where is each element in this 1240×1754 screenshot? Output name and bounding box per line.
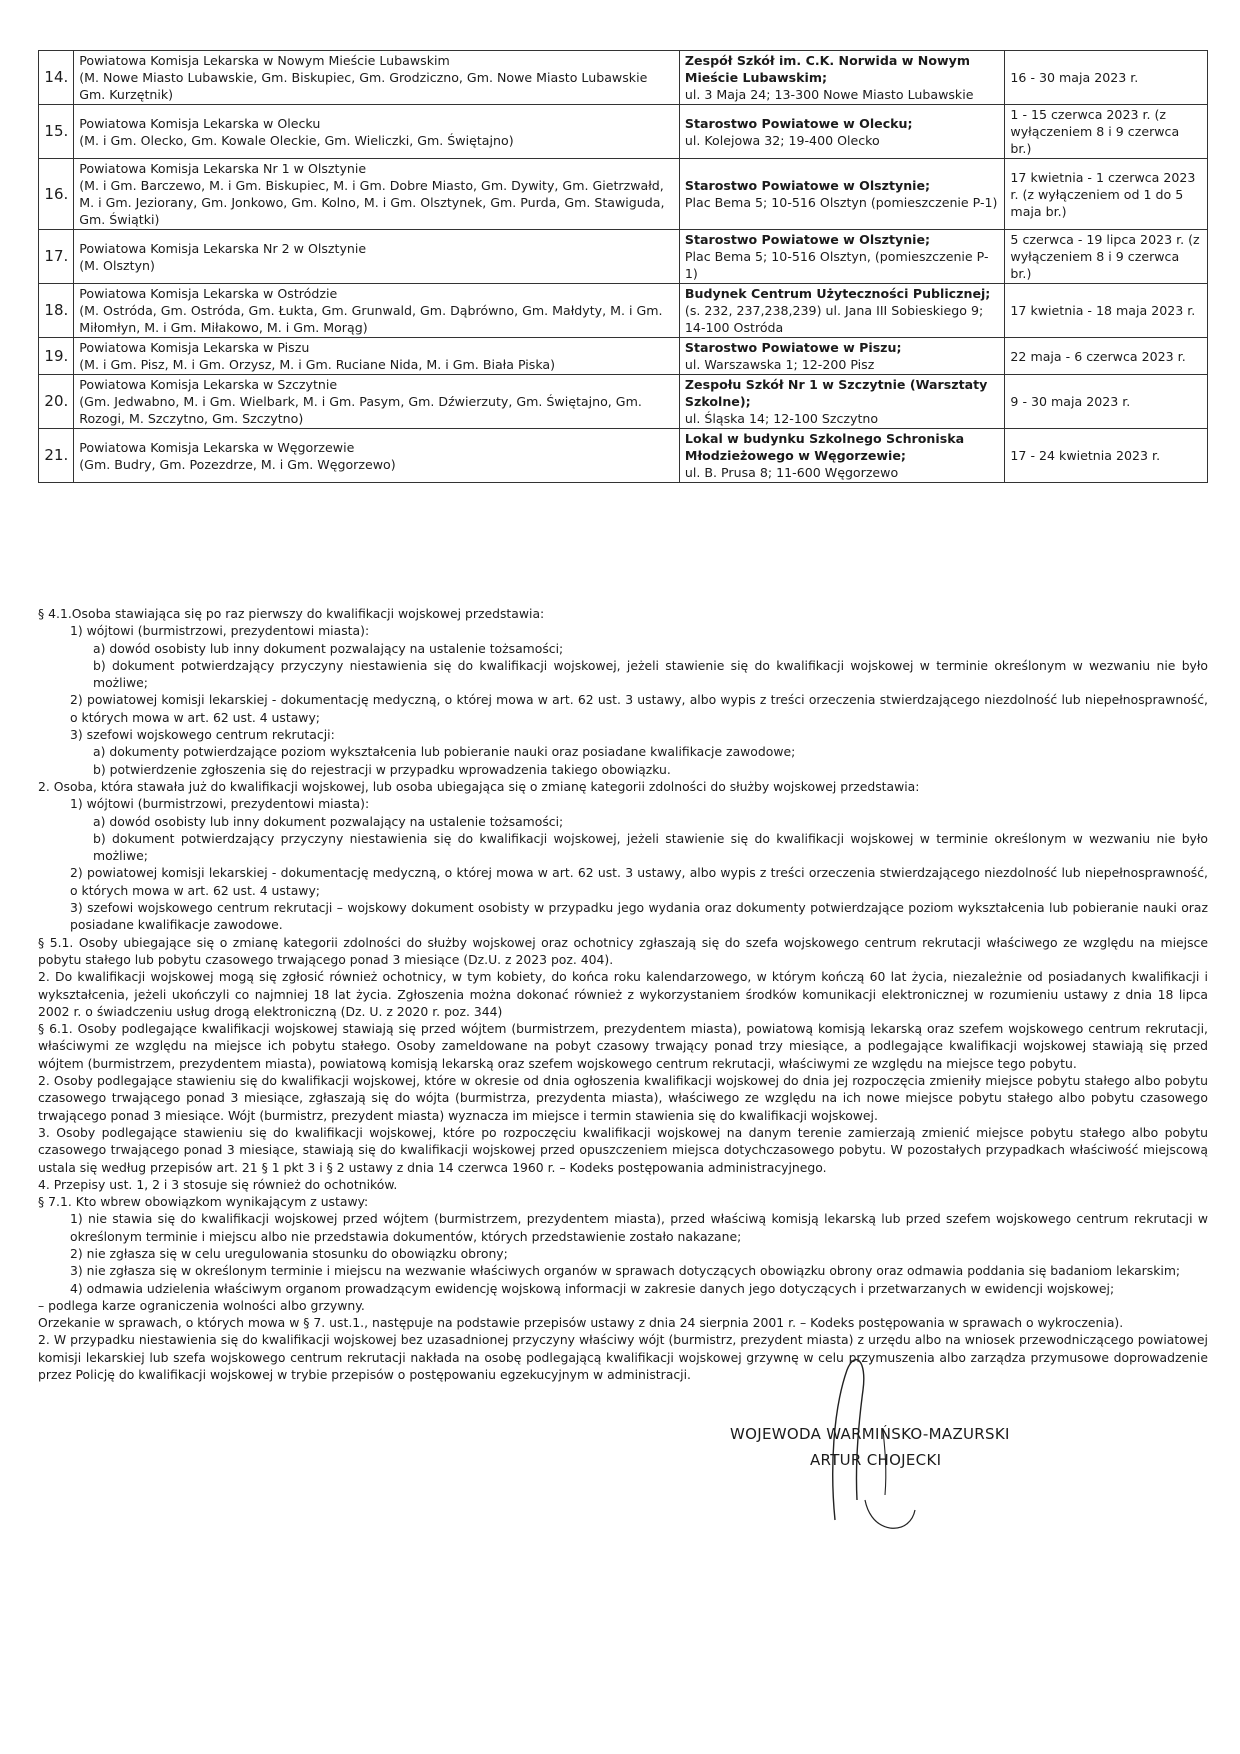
commission-area: (M. i Gm. Barczewo, M. i Gm. Biskupiec, M. i Gm. Dobre Miasto, Gm. Dywity, Gm. Gietrzwałd, M. i Gm. Jeziorany, Gm. Jonkowo, Gm. Kolno, M. i Gm. Olsztynek, Gm. Purda, Gm. Stawiguda, Gm. Świątki) xyxy=(79,178,665,227)
commission-cell xyxy=(74,429,680,483)
table-row xyxy=(39,375,1208,429)
signatory-title: WOJEWODA WARMIŃSKO-MAZURSKI xyxy=(730,1425,1010,1443)
paragraph: b) potwierdzenie zgłoszenia się do rejestracji w przypadku wprowadzenia takiego obowiązku. xyxy=(93,761,671,777)
location-cell xyxy=(679,51,1005,105)
table-row xyxy=(39,159,1208,230)
signature-block xyxy=(700,1425,1130,1565)
commission-name: Powiatowa Komisja Lekarska Nr 1 w Olsztynie xyxy=(79,161,367,176)
location-address: (s. 232, 237,238,239) ul. Jana III Sobieskiego 9; 14-100 Ostróda xyxy=(684,303,984,335)
row-number: 14. xyxy=(39,51,74,105)
paragraph: b) dokument potwierdzający przyczyny niestawienia się do kwalifikacji wojskowej, jeżeli stawienie się do kwalifikacji wojskowej w terminie określonym w wezwaniu nie było możliwe; xyxy=(93,830,1208,864)
term-cell: 1 - 15 czerwca 2023 r. (z wyłączeniem 8 i 9 czerwca br.) xyxy=(1005,105,1208,159)
commission-area: (Gm. Jedwabno, M. i Gm. Wielbark, M. i Gm. Pasym, Gm. Dźwierzuty, Gm. Świętajno, Gm. Rozogi, M. Szczytno, Gm. Szczytno) xyxy=(79,394,642,426)
paragraph: b) dokument potwierdzający przyczyny niestawienia się do kwalifikacji wojskowej, jeżeli stawienie się do kwalifikacji wojskowej w terminie określonym w wezwaniu nie było możliwe; xyxy=(93,657,1208,691)
paragraph: § 7.1. Kto wbrew obowiązkom wynikającym z ustawy: xyxy=(38,1194,369,1210)
location-name: Starostwo Powiatowe w Olsztynie; xyxy=(684,178,931,193)
paragraph: 3) szefowi wojskowego centrum rekrutacji: xyxy=(70,727,335,743)
commission-area: (M. i Gm. Olecko, Gm. Kowale Oleckie, Gm. Wieliczki, Gm. Świętajno) xyxy=(79,132,514,148)
location-cell xyxy=(679,429,1005,483)
paragraph: 2) nie zgłasza się w celu uregulowania stosunku do obowiązku obrony; xyxy=(70,1245,508,1261)
paragraph: 3. Osoby podlegające stawieniu się do kwalifikacji wojskowej, które po rozpoczęciu kwalifikacji wojskowej na danym terenie zamierzają zmienić miejsce pobytu stałego albo pobytu czasowego trwającego ponad 3 miesiące, stawiają się do kwalifikacji wojskowej przed opuszczeniem miejsca dotychczasowego pobytu. W pozostałych przypadkach właściwość miejscową ustala się według przepisów art. 21 § 1 pkt 3 i § 2 ustawy z dnia 14 czerwca 1960 r. – Kodeks postępowania administracyjnego. xyxy=(38,1124,1208,1175)
table-row xyxy=(39,338,1208,375)
commission-area: (M. Ostróda, Gm. Ostróda, Gm. Łukta, Gm. Grunwald, Gm. Dąbrówno, Gm. Małdyty, M. i Gm. Miłomłyn, M. i Gm. Miłakowo, M. i Gm. Morąg) xyxy=(79,303,663,335)
commission-cell xyxy=(74,284,680,338)
location-address: ul. Śląska 14; 12-100 Szczytno xyxy=(684,411,879,426)
paragraph: Orzekanie w sprawach, o których mowa w § 7. ust.1., następuje na podstawie przepisów ustawy z dnia 24 sierpnia 2001 r. – Kodeks postępowania w sprawach o wykroczenia). xyxy=(38,1315,1124,1331)
location-address: Plac Bema 5; 10-516 Olsztyn, (pomieszczenie P-1) xyxy=(684,249,989,281)
row-number: 19. xyxy=(39,338,74,375)
location-name: Lokal w budynku Szkolnego Schroniska Młodzieżowego w Węgorzewie; xyxy=(684,431,965,463)
commission-cell xyxy=(74,375,680,429)
table-row xyxy=(39,51,1208,105)
location-cell xyxy=(679,284,1005,338)
location-address: ul. 3 Maja 24; 13-300 Nowe Miasto Lubawskie xyxy=(684,87,974,102)
location-cell xyxy=(679,338,1005,375)
term-cell: 9 - 30 maja 2023 r. xyxy=(1005,375,1208,429)
commission-name: Powiatowa Komisja Lekarska w Węgorzewie xyxy=(79,439,355,455)
location-name: Starostwo Powiatowe w Olsztynie; xyxy=(684,232,931,247)
paragraph: – podlega karze ograniczenia wolności albo grzywny. xyxy=(38,1297,365,1313)
commission-name: Powiatowa Komisja Lekarska w Piszu xyxy=(79,340,310,355)
row-number: 21. xyxy=(39,429,74,483)
paragraph: 1) wójtowi (burmistrzowi, prezydentowi miasta): xyxy=(70,796,370,812)
row-number: 15. xyxy=(39,105,74,159)
location-name: Starostwo Powiatowe w Olecku; xyxy=(684,115,913,131)
paragraph: 2. Osoba, która stawała już do kwalifikacji wojskowej, lub osoba ubiegająca się o zmianę kategorii zdolności do służby wojskowej przedstawia: xyxy=(38,778,920,794)
paragraph: § 4.1.Osoba stawiająca się po raz pierwszy do kwalifikacji wojskowej przedstawia: xyxy=(38,606,545,621)
term-cell: 17 kwietnia - 18 maja 2023 r. xyxy=(1005,284,1208,338)
location-cell xyxy=(679,230,1005,284)
table-row xyxy=(39,429,1208,483)
location-cell xyxy=(679,159,1005,230)
row-number: 20. xyxy=(39,375,74,429)
paragraph: a) dokumenty potwierdzające poziom wykształcenia lub pobieranie nauki oraz posiadane kwalifikacje zawodowe; xyxy=(93,744,796,760)
row-number: 16. xyxy=(39,159,74,230)
paragraph: 4) odmawia udzielenia właściwym organom prowadzącym ewidencję wojskową informacji w zakresie danych jego dotyczących i przetwarzanych w ewidencji wojskowej; xyxy=(70,1280,1115,1296)
commission-area: (M. i Gm. Pisz, M. i Gm. Orzysz, M. i Gm. Ruciane Nida, M. i Gm. Biała Piska) xyxy=(79,357,556,372)
commission-name: Powiatowa Komisja Lekarska w Szczytnie xyxy=(79,377,338,392)
commission-cell xyxy=(74,230,680,284)
commission-name: Powiatowa Komisja Lekarska w Ostródzie xyxy=(79,286,338,301)
paragraph: 3) szefowi wojskowego centrum rekrutacji – wojskowy dokument osobisty w przypadku jego wydania oraz dokumenty potwierdzające poziom wykształcenia lub pobieranie nauki oraz posiadane kwalifikacje zawodowe. xyxy=(70,900,1208,933)
table-row xyxy=(39,230,1208,284)
term-cell: 16 - 30 maja 2023 r. xyxy=(1005,51,1208,105)
location-address: ul. Warszawska 1; 12-200 Pisz xyxy=(684,357,875,372)
location-name: Starostwo Powiatowe w Piszu; xyxy=(684,340,902,355)
commission-name: Powiatowa Komisja Lekarska w Olecku xyxy=(79,115,321,131)
location-address: ul. Kolejowa 32; 19-400 Olecko xyxy=(684,132,880,148)
commission-area: (M. Nowe Miasto Lubawskie, Gm. Biskupiec, Gm. Grodziczno, Gm. Nowe Miasto Lubawskie Gm. Kurzętnik) xyxy=(79,70,648,102)
location-address: Plac Bema 5; 10-516 Olsztyn (pomieszczenie P-1) xyxy=(684,195,998,210)
table-row xyxy=(39,105,1208,159)
term-cell: 5 czerwca - 19 lipca 2023 r. (z wyłączeniem 8 i 9 czerwca br.) xyxy=(1005,230,1208,284)
paragraph: 1) nie stawia się do kwalifikacji wojskowej przed wójtem (burmistrzem, prezydentem miasta), przed właściwą komisją lekarską lub przed szefem wojskowego centrum rekrutacji w określonym terminie i miejscu albo nie przedstawia dokumentów, których przedstawienie zostało nakazane; xyxy=(70,1211,1208,1244)
row-number: 17. xyxy=(39,230,74,284)
location-name: Budynek Centrum Użyteczności Publicznej; xyxy=(684,286,991,301)
commission-cell xyxy=(74,159,680,230)
paragraph: 2. W przypadku niestawienia się do kwalifikacji wojskowej bez uzasadnionej przyczyny właściwy wójt (burmistrz, prezydent miasta) z urzędu albo na wniosek przewodniczącego powiatowej komisji lekarskiej lub szefa wojskowego centrum rekrutacji nakłada na osobę podlegającą kwalifikacji wojskowej grzywnę w celu przymuszenia albo zarządza przymusowe doprowadzenie przez Policję do kwalifikacji wojskowej w trybie przepisów o postępowaniu egzekucyjnym w administracji. xyxy=(38,1332,1208,1383)
paragraph: § 5.1. Osoby ubiegające się o zmianę kategorii zdolności do służby wojskowej oraz ochotnicy zgłaszają się do szefa wojskowego centrum rekrutacji właściwego ze względu na miejsce pobytu stałego lub pobytu czasowego trwającego ponad 3 miesiące (Dz.U. z 2023 poz. 404). xyxy=(38,934,1208,967)
paragraph: 1) wójtowi (burmistrzowi, prezydentowi miasta): xyxy=(70,623,370,639)
location-name: Zespołu Szkół Nr 1 w Szczytnie (Warsztaty Szkolne); xyxy=(684,377,988,409)
paragraph: a) dowód osobisty lub inny dokument pozwalający na ustalenie tożsamości; xyxy=(93,813,564,829)
table-row xyxy=(39,284,1208,338)
location-cell xyxy=(679,105,1005,159)
commission-cell xyxy=(74,105,680,159)
paragraph: 2) powiatowej komisji lekarskiej - dokumentację medyczną, o której mowa w art. 62 ust. 3 ustawy, albo wypis z treści orzeczenia stwierdzającego niezdolność lub niepełnosprawność, o których mowa w art. 62 ust. 4 ustawy; xyxy=(70,865,1208,898)
paragraph: 2. Do kwalifikacji wojskowej mogą się zgłosić również ochotnicy, w tym kobiety, do końca roku kalendarzowego, w którym kończą 60 lat życia, niezależnie od posiadanych kwalifikacji i wykształcenia, jeżeli ukończyli co najmniej 18 lat życia. Zgłoszenia można dokonać również z wykorzystaniem środków komunikacji elektronicznej w rozumieniu ustawy z dnia 18 lipca 2002 r. o świadczeniu usług drogą elektroniczną (Dz. U. z 2020 r. poz. 344) xyxy=(38,969,1208,1019)
location-address: ul. B. Prusa 8; 11-600 Węgorzewo xyxy=(684,465,899,480)
signatory-name: ARTUR CHOJECKI xyxy=(810,1451,942,1469)
legal-provisions xyxy=(38,605,1208,1383)
paragraph: a) dowód osobisty lub inny dokument pozwalający na ustalenie tożsamości; xyxy=(93,640,564,656)
commission-name: Powiatowa Komisja Lekarska w Nowym Mieście Lubawskim xyxy=(79,53,450,68)
paragraph: 2. Osoby podlegające stawieniu się do kwalifikacji wojskowej, które w okresie od dnia ogłoszenia kwalifikacji wojskowej do dnia jej rozpoczęcia zmieniły miejsce pobytu stałego albo pobytu czasowego trwającego ponad 3 miesiące, zgłaszają się do wójta (burmistrza, prezydenta miasta), właściwego ze względu na ich nowe miejsce pobytu stałego albo pobytu czasowego trwającego ponad 3 miesiące. Wójt (burmistrz, prezydent miasta) wyznacza im miejsce i termin stawienia się do kwalifikacji wojskowej. xyxy=(38,1073,1208,1123)
commission-area: (M. Olsztyn) xyxy=(79,257,155,273)
commission-cell xyxy=(74,51,680,105)
term-cell: 17 - 24 kwietnia 2023 r. xyxy=(1005,429,1208,483)
handwritten-signature xyxy=(795,1350,955,1550)
row-number: 18. xyxy=(39,284,74,338)
term-cell: 17 kwietnia - 1 czerwca 2023 r. (z wyłączeniem od 1 do 5 maja br.) xyxy=(1005,159,1208,230)
paragraph: 4. Przepisy ust. 1, 2 i 3 stosuje się również do ochotników. xyxy=(38,1176,398,1192)
term-cell: 22 maja - 6 czerwca 2023 r. xyxy=(1005,338,1208,375)
commission-cell xyxy=(74,338,680,375)
paragraph: 2) powiatowej komisji lekarskiej - dokumentację medyczną, o której mowa w art. 62 ust. 3 ustawy, albo wypis z treści orzeczenia stwierdzającego niezdolność lub niepełnosprawność, o których mowa w art. 62 ust. 4 ustawy; xyxy=(70,692,1208,725)
commission-name: Powiatowa Komisja Lekarska Nr 2 w Olsztynie xyxy=(79,240,367,256)
paragraph: 3) nie zgłasza się w określonym terminie i miejscu na wezwanie właściwych organów w sprawach dotyczących obowiązku obrony oraz odmawia poddania się badaniom lekarskim; xyxy=(70,1263,1181,1279)
paragraph: § 6.1. Osoby podlegające kwalifikacji wojskowej stawiają się przed wójtem (burmistrzem, prezydentem miasta), powiatową komisją lekarską oraz szefem wojskowego centrum rekrutacji, właściwymi ze względu na miejsce ich pobytu stałego. Osoby zameldowane na pobyt czasowy trwający ponad trzy miesiące, a podlegające kwalifikacji wojskowej stawiają się przed wójtem (burmistrzem, prezydentem miasta), powiatową komisją lekarską oraz szefem wojskowego centrum rekrutacji, właściwymi ze względu na miejsce tego pobytu. xyxy=(38,1021,1208,1071)
commission-table xyxy=(38,50,1208,483)
commission-area: (Gm. Budry, Gm. Pozezdrze, M. i Gm. Węgorzewo) xyxy=(79,456,396,472)
location-name: Zespół Szkół im. C.K. Norwida w Nowym Mieście Lubawskim; xyxy=(684,53,970,85)
location-cell xyxy=(679,375,1005,429)
